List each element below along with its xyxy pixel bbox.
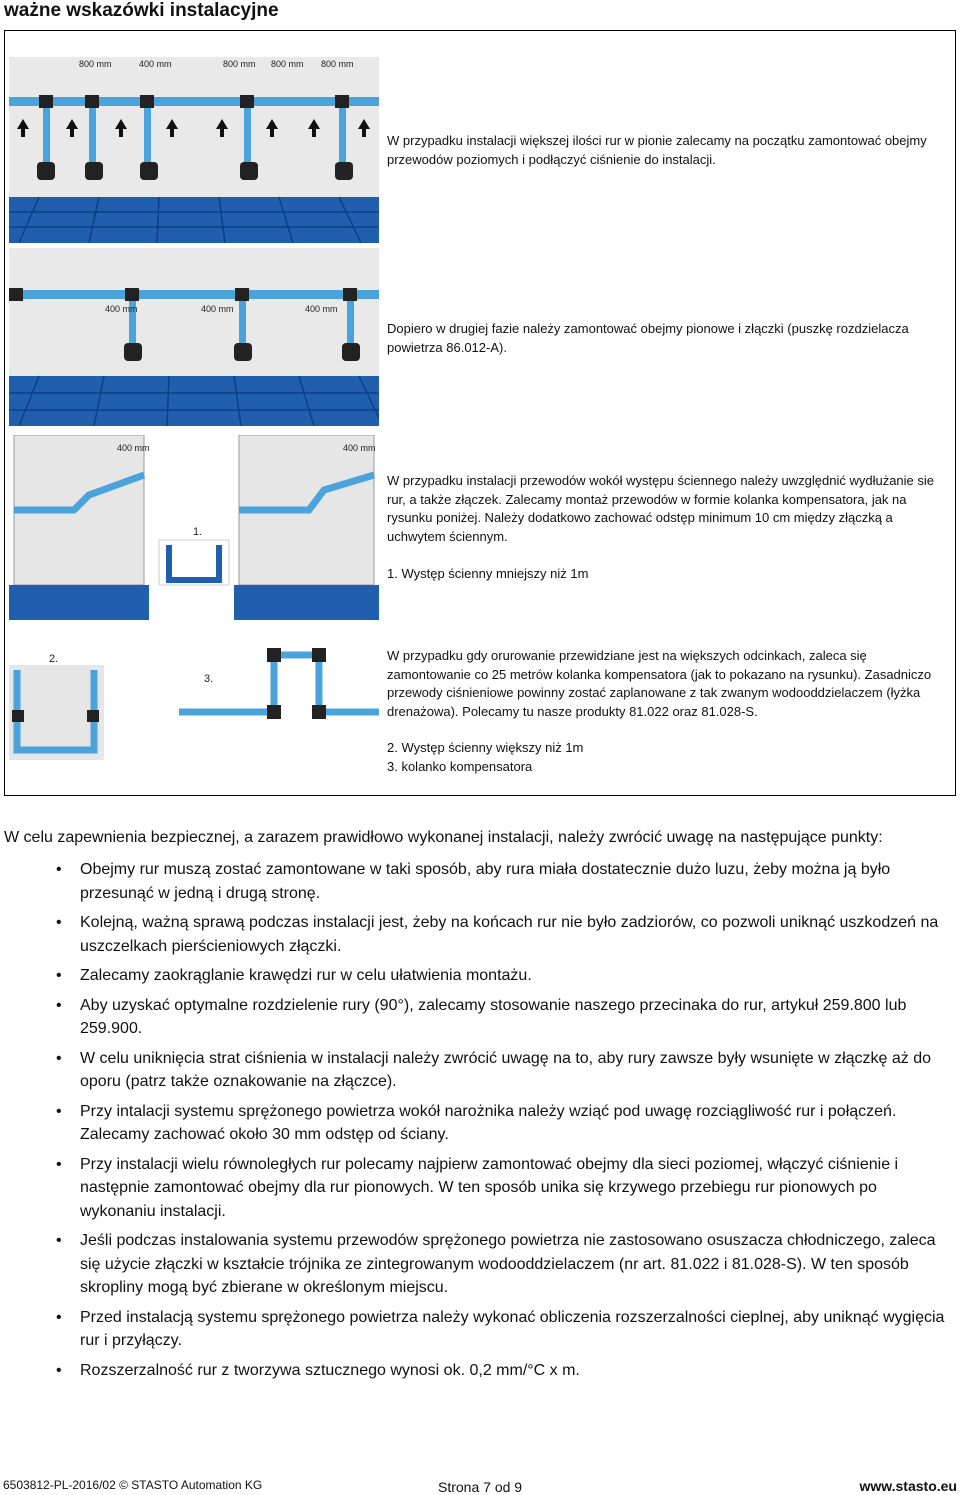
figure-expansion-loop: [9, 640, 379, 760]
bullet: •: [56, 1102, 62, 1120]
list-item-text: Zalecamy zaokrąglanie krawędzi rur w celu ułatwienia montażu.: [80, 967, 532, 984]
section-2-text: Dopiero w drugiej fazie należy zamontować obejmy pionowe i złączki (puszkę rozdzielacza powietrza 86.012-A).: [387, 321, 909, 355]
page-heading: ważne wskazówki instalacyjne: [4, 0, 279, 21]
fig2-dim-3: 400 mm: [305, 304, 338, 314]
list-item: [0, 911, 950, 958]
fig1-dim-4: 800 mm: [271, 59, 304, 69]
section-3-body: W przypadku instalacji przewodów wokół występu ściennego należy uwzględnić wydłużanie sie rur, a także złączek. Zalecamy montaż przewodów w formie kolanka kompensatora, jak na rysunku poniżej. Należy dodatkowo zachować odstęp minimum 10 cm między złączką a uchwytem ściennym.: [387, 473, 934, 544]
list-item: [0, 1306, 950, 1353]
fig3-label-1: 1.: [193, 526, 203, 538]
intro-text: W celu zapewnienia bezpiecznej, a zarazem prawidłowo wykonanej instalacji, należy zwrócić uwagę na następujące punkty:: [4, 829, 883, 846]
figure-horizontal-clamps: [9, 57, 379, 243]
list-item: [0, 1100, 950, 1147]
footer-document-id: 6503812-PL-2016/02 © STASTO Automation KG: [3, 1478, 263, 1492]
list-item: [0, 964, 950, 988]
list-item-text: Przy intalacji systemu sprężonego powietrza wokół narożnika należy wziąć pod uwagę rozciągliwość rur i połączeń. Zalecamy zachować około 30 mm odstęp od ściany.: [80, 1102, 897, 1143]
list-item: [0, 858, 950, 905]
fig2-dim-2: 400 mm: [201, 304, 234, 314]
fig4-label-2: 2.: [49, 653, 59, 665]
section-4-note-1: 2. Występ ścienny większy niż 1m: [387, 740, 584, 755]
guidelines-list: [0, 858, 950, 1388]
list-item-text: Rozszerzalność rur z tworzywa sztucznego wynosi ok. 0,2 mm/°C x m.: [80, 1361, 580, 1379]
fig1-dim-2: 400 mm: [139, 59, 172, 69]
list-item-text: W celu uniknięcia strat ciśnienia w instalacji należy zwrócić uwagę na to, aby rury zawsze były wsunięte w złączkę aż do oporu (patrz także oznakowanie na złączce).: [80, 1049, 932, 1090]
bullet: •: [56, 1361, 62, 1379]
list-item: [0, 1047, 950, 1094]
fig1-dim-5: 800 mm: [321, 59, 354, 69]
list-item-text: Jeśli podczas instalowania systemu przewodów sprężonego powietrza nie zastosowano osuszacza chłodniczego, zaleca się użycie złączki w kształcie trójnika ze zintegrowanym wodooddzielaczem (nr art. 81.022 i 81.028-S). W ten sposób skropliny mogą być zbierane w określonym miejscu.: [80, 1232, 936, 1296]
list-item-text: Przed instalacją systemu sprężonego powietrza należy wykonać obliczenia rozszerzalności cieplnej, aby uniknąć wygięcia rur i przyłączy.: [80, 1308, 945, 1349]
bullet: •: [56, 1155, 62, 1173]
footer-page-number: Strona 7 od 9: [438, 1479, 523, 1495]
footer-website-link[interactable]: www.stasto.eu: [859, 1478, 957, 1494]
list-item-text: Obejmy rur muszą zostać zamontowane w taki sposób, aby rura miała dostatecznie dużo luzu, żeby można ją było przesunąć w jedną i drugą stronę.: [80, 861, 891, 902]
fig3-dim-1: 400 mm: [117, 443, 150, 453]
figure-vertical-clamps: [9, 248, 379, 426]
fig2-dim-1: 400 mm: [105, 304, 138, 314]
list-item-text: Kolejną, ważną sprawą podczas instalacji jest, żeby na końcach rur nie było zadziorów, co pozwoli uniknąć uszkodzeń na uszczelkach pierścieniowych złączki.: [80, 914, 939, 955]
figure-wall-protrusion: [9, 435, 379, 620]
section-3-text: [387, 472, 952, 584]
bullet: •: [56, 967, 62, 984]
section-4-note-2: 3. kolanko kompensatora: [387, 758, 533, 774]
list-item: [0, 1153, 950, 1224]
bullet: •: [56, 914, 62, 931]
list-item: [0, 1359, 950, 1383]
list-item: [0, 994, 950, 1041]
list-item: [0, 1229, 950, 1300]
section-4-body: W przypadku gdy orurowanie przewidziane jest na większych odcinkach, zaleca się zamontowanie co 25 metrów kolanka kompensatora (jak to pokazano na rysunku). Zasadniczo przewody ciśnieniowe powinny zostać zaplanowane z tak zwanym wodooddzielaczem (łyżka drenażowa). Polecamy tu nasze produkty 81.022 oraz 81.028-S.: [387, 648, 932, 719]
bullet: •: [56, 1232, 62, 1249]
bullet: •: [56, 1049, 62, 1067]
fig4-label-3: 3.: [204, 673, 214, 685]
list-item-text: Przy instalacji wielu równoległych rur polecamy najpierw zamontować obejmy dla sieci poziomej, włączyć ciśnienie i następnie zamontować obejmy dla rur pionowych. W ten sposób unika się krzywego przebiegu rur pionowych po wykonaniu instalacji.: [80, 1155, 899, 1220]
bullet: •: [56, 996, 62, 1014]
fig1-dim-1: 800 mm: [79, 59, 112, 69]
list-item-text: Aby uzyskać optymalne rozdzielenie rury (90°), zalecamy stosowanie naszego przecinaka do rur, artykuł 259.800 lub 259.900.: [80, 996, 907, 1037]
fig1-dim-3: 800 mm: [223, 59, 256, 69]
bullet: •: [56, 1308, 62, 1326]
fig3-dim-2: 400 mm: [343, 443, 376, 453]
section-1-text: W przypadku instalacji większej ilości rur w pionie zalecamy na początku zamontować obejmy przewodów poziomych i podłączyć ciśnienie do instalacji.: [387, 133, 927, 167]
section-3-note: 1. Występ ścienny mniejszy niż 1m: [387, 566, 589, 581]
section-4-text: [387, 647, 952, 776]
bullet: •: [56, 861, 62, 878]
